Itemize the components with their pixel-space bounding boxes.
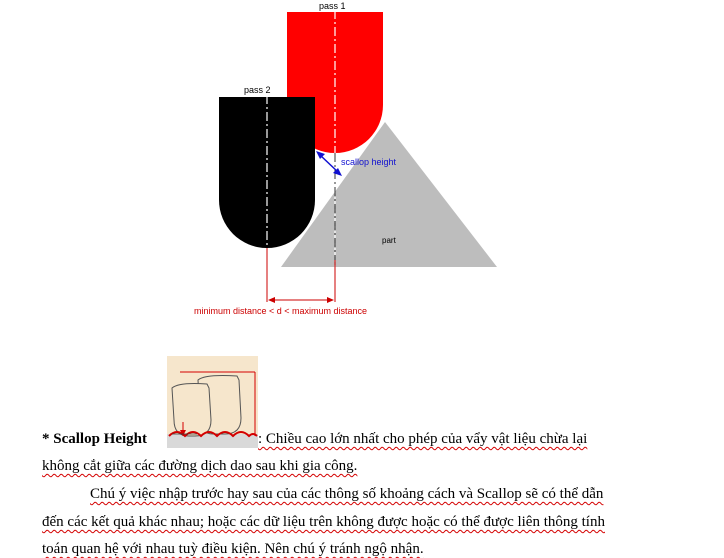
text-line-3: Chú ý việc nhập trước hay sau của các thông số khoảng cách và Scallop sẽ có thể dẫn — [90, 486, 604, 502]
pass1-label: pass 1 — [319, 1, 346, 11]
text-line-1 — [42, 431, 672, 448]
text-line-4: đến các kết quả khác nhau; hoặc các dữ liệu trên không được hoặc có thể được liên thông tính — [42, 514, 605, 530]
distance-label: minimum distance < d < maximum distance — [194, 306, 368, 316]
scallop-height-label: scallop height — [341, 157, 397, 167]
pass2-label: pass 2 — [244, 85, 271, 95]
line1-rest: : Chiều cao lớn nhất cho phép của vẩy vật liệu chừa lại — [258, 431, 588, 447]
dimension-arrow-right — [327, 297, 334, 303]
text-line-5: toán quan hệ với nhau tuỳ điều kiện. Nên chú ý tránh ngộ nhận. — [42, 541, 424, 557]
text-line-2: không cắt giữa các đường dịch dao sau khi gia công. — [42, 458, 358, 474]
dimension-arrow-left — [268, 297, 275, 303]
part-label: part — [382, 236, 396, 245]
heading-scallop-height: * Scallop Height — [42, 431, 148, 447]
